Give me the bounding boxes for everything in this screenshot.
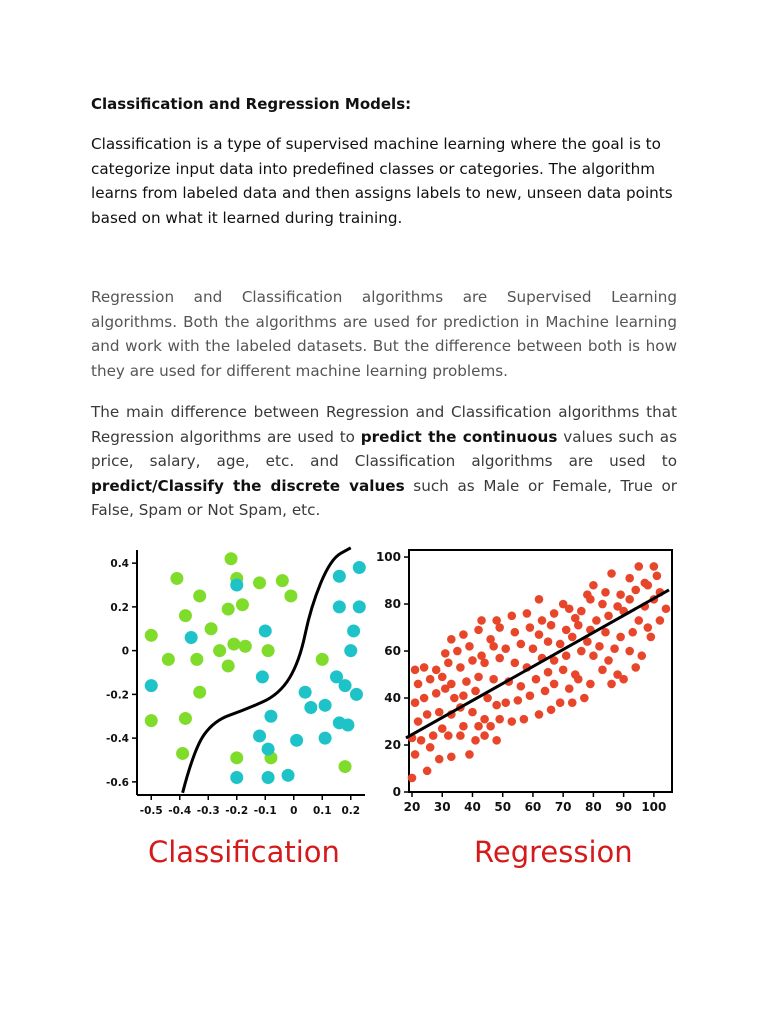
- data-point: [426, 675, 435, 684]
- data-point: [426, 743, 435, 752]
- data-point: [456, 731, 465, 740]
- data-point: [492, 616, 501, 625]
- data-point: [447, 680, 456, 689]
- data-point: [239, 640, 252, 653]
- data-point: [471, 736, 480, 745]
- data-point: [462, 677, 471, 686]
- data-point: [477, 651, 486, 660]
- data-point: [625, 574, 634, 583]
- data-point: [562, 651, 571, 660]
- data-point: [640, 579, 649, 588]
- data-point: [613, 602, 622, 611]
- data-point: [411, 698, 420, 707]
- data-point: [471, 687, 480, 696]
- data-point: [435, 708, 444, 717]
- data-point: [162, 653, 175, 666]
- data-point: [420, 663, 429, 672]
- data-point: [438, 724, 447, 733]
- data-point: [193, 686, 206, 699]
- data-point: [520, 715, 529, 724]
- data-point: [489, 675, 498, 684]
- data-point: [264, 710, 277, 723]
- data-point: [319, 699, 332, 712]
- data-point: [631, 663, 640, 672]
- data-point: [526, 623, 535, 632]
- data-point: [474, 626, 483, 635]
- x-tick-label: 70: [554, 800, 572, 814]
- data-point: [190, 653, 203, 666]
- data-point: [550, 680, 559, 689]
- paragraph-supervised-learning: Regression and Classification algorithms are Supervised Learning algorithms. Both the algorithms are used for prediction in Machine learning and work with the labeled datasets. But the difference between both is how they are used for different machine learning problems.: [91, 288, 677, 380]
- y-tick-label: 0: [392, 785, 401, 799]
- x-tick-label: -0.4: [168, 805, 192, 817]
- paragraph-text: such as Male or Female, True or False, Spam or Not Spam, etc.: [91, 476, 677, 519]
- data-point: [227, 638, 240, 651]
- data-point: [550, 609, 559, 618]
- data-point: [501, 698, 510, 707]
- x-tick-label: 40: [464, 800, 481, 814]
- data-point: [625, 647, 634, 656]
- x-tick-label: 50: [494, 800, 512, 814]
- y-tick-label: -0.2: [106, 689, 129, 702]
- data-point: [511, 658, 520, 667]
- data-point: [193, 589, 206, 602]
- data-point: [547, 621, 556, 630]
- data-point: [532, 675, 541, 684]
- data-point: [205, 622, 218, 635]
- x-tick-label: 60: [524, 800, 542, 814]
- data-point: [414, 717, 423, 726]
- data-point: [290, 734, 303, 747]
- data-point: [577, 647, 586, 656]
- y-tick-label: 100: [375, 550, 401, 565]
- data-point: [492, 736, 501, 745]
- data-point: [650, 562, 659, 571]
- paragraph-text: values such as price, salary, age, etc. and Classification algorithms are used to: [91, 427, 678, 470]
- data-point: [411, 666, 420, 675]
- data-point: [339, 679, 352, 692]
- data-point: [465, 750, 474, 759]
- data-point: [598, 666, 607, 675]
- data-point: [544, 668, 553, 677]
- data-point: [276, 574, 289, 587]
- data-point: [535, 710, 544, 719]
- data-point: [468, 656, 477, 665]
- data-point: [333, 600, 346, 613]
- data-point: [213, 644, 226, 657]
- data-point: [562, 626, 571, 635]
- data-point: [486, 722, 495, 731]
- y-tick-label: -0.4: [106, 733, 129, 746]
- data-point: [625, 595, 634, 604]
- data-point: [517, 682, 526, 691]
- data-point: [477, 616, 486, 625]
- data-point: [474, 722, 483, 731]
- x-tick-label: 0.2: [341, 805, 361, 817]
- data-point: [526, 691, 535, 700]
- data-point: [450, 694, 459, 703]
- bold-phrase-discrete: predict/Classify the discrete values: [91, 476, 405, 495]
- data-point: [453, 647, 462, 656]
- data-point: [541, 687, 550, 696]
- data-point: [616, 590, 625, 599]
- data-point: [339, 760, 352, 773]
- data-point: [644, 623, 653, 632]
- data-point: [577, 607, 586, 616]
- data-point: [616, 633, 625, 642]
- y-tick-label: 0.2: [110, 601, 129, 614]
- data-point: [145, 679, 158, 692]
- data-point: [456, 663, 465, 672]
- data-point: [529, 644, 538, 653]
- x-tick-label: 80: [585, 800, 602, 814]
- data-point: [432, 689, 441, 698]
- data-point: [604, 611, 613, 620]
- data-point: [598, 600, 607, 609]
- data-point: [662, 604, 671, 613]
- data-point: [459, 722, 468, 731]
- data-point: [236, 598, 249, 611]
- data-point: [459, 691, 468, 700]
- data-point: [595, 642, 604, 651]
- data-point: [441, 649, 450, 658]
- data-point: [435, 755, 444, 764]
- data-point: [465, 642, 474, 651]
- data-point: [176, 747, 189, 760]
- data-point: [653, 572, 662, 581]
- data-point: [145, 714, 158, 727]
- y-tick-label: -0.6: [106, 776, 129, 789]
- data-point: [495, 715, 504, 724]
- data-point: [634, 616, 643, 625]
- data-point: [179, 712, 192, 725]
- data-point: [607, 569, 616, 578]
- data-point: [432, 666, 441, 675]
- data-point: [262, 771, 275, 784]
- data-point: [586, 680, 595, 689]
- data-point: [170, 572, 183, 585]
- data-point: [474, 673, 483, 682]
- data-point: [423, 710, 432, 719]
- x-tick-label: -0.3: [196, 805, 220, 817]
- data-point: [444, 731, 453, 740]
- data-point: [444, 658, 453, 667]
- regression-chart: [375, 540, 680, 815]
- data-point: [414, 680, 423, 689]
- data-point: [353, 561, 366, 574]
- data-point: [408, 774, 417, 783]
- data-point: [411, 750, 420, 759]
- data-point: [556, 698, 565, 707]
- data-point: [429, 731, 438, 740]
- data-point: [601, 628, 610, 637]
- data-point: [253, 729, 266, 742]
- data-point: [568, 633, 577, 642]
- data-point: [547, 705, 556, 714]
- data-point: [610, 644, 619, 653]
- paragraph-text: The main difference between Regression and Classification algorithms that Regression algorithms are used to: [91, 403, 677, 446]
- x-tick-label: -0.2: [225, 805, 249, 817]
- data-point: [535, 630, 544, 639]
- paragraph-classification-definition: Classification is a type of supervised machine learning where the goal is to categorize input data into predefined classes or categories. The algorithm learns from labeled data and then assigns labels to new, unseen data points based on what it learned during training.: [91, 135, 673, 227]
- section-heading: Classification and Regression Models:: [91, 95, 412, 113]
- data-point: [333, 570, 346, 583]
- data-point: [559, 666, 568, 675]
- data-point: [185, 631, 198, 644]
- bold-phrase-continuous: predict the continuous: [360, 427, 558, 446]
- data-point: [511, 628, 520, 637]
- x-tick-label: 0: [290, 805, 298, 817]
- data-point: [486, 635, 495, 644]
- data-point: [571, 614, 580, 623]
- data-point: [319, 732, 332, 745]
- y-tick-label: 0.4: [110, 558, 129, 571]
- data-point: [459, 630, 468, 639]
- data-point: [583, 590, 592, 599]
- data-point: [647, 633, 656, 642]
- data-point: [634, 562, 643, 571]
- data-point: [628, 628, 637, 637]
- data-point: [447, 635, 456, 644]
- x-tick-label: 30: [433, 800, 451, 814]
- data-point: [304, 701, 317, 714]
- y-tick-label: 80: [384, 597, 401, 612]
- data-point: [347, 624, 360, 637]
- data-point: [637, 651, 646, 660]
- data-point: [589, 581, 598, 590]
- data-point: [538, 616, 547, 625]
- data-point: [492, 701, 501, 710]
- regression-chart-title: Regression: [474, 835, 633, 869]
- data-point: [604, 656, 613, 665]
- data-point: [222, 603, 235, 616]
- data-point: [230, 771, 243, 784]
- data-point: [568, 698, 577, 707]
- data-point: [468, 708, 477, 717]
- data-point: [589, 651, 598, 660]
- paragraph-main-difference: [91, 400, 677, 523]
- data-point: [523, 609, 532, 618]
- data-point: [256, 670, 269, 683]
- data-point: [417, 736, 426, 745]
- data-point: [559, 600, 568, 609]
- data-point: [353, 600, 366, 613]
- data-point: [341, 719, 354, 732]
- data-point: [145, 629, 158, 642]
- data-point: [535, 595, 544, 604]
- data-point: [631, 586, 640, 595]
- data-point: [420, 694, 429, 703]
- data-point: [262, 743, 275, 756]
- data-point: [613, 670, 622, 679]
- data-point: [230, 751, 243, 764]
- data-point: [571, 670, 580, 679]
- data-point: [344, 644, 357, 657]
- data-point: [225, 552, 238, 565]
- x-tick-label: 90: [615, 800, 632, 814]
- data-point: [423, 767, 432, 776]
- data-point: [565, 684, 574, 693]
- data-point: [517, 640, 526, 649]
- classification-chart-title: Classification: [148, 835, 340, 869]
- data-point: [438, 673, 447, 682]
- data-point: [507, 717, 516, 726]
- x-tick-label: 0.1: [312, 805, 332, 817]
- data-point: [501, 644, 510, 653]
- y-tick-label: 60: [384, 644, 401, 659]
- data-point: [316, 653, 329, 666]
- data-point: [556, 640, 565, 649]
- data-point: [480, 715, 489, 724]
- data-point: [607, 680, 616, 689]
- y-tick-label: 20: [384, 738, 401, 753]
- classification-chart: [95, 540, 375, 815]
- data-point: [282, 769, 295, 782]
- data-point: [544, 637, 553, 646]
- data-point: [262, 644, 275, 657]
- y-tick-label: 0: [121, 645, 129, 658]
- x-tick-label: -0.5: [139, 805, 163, 817]
- data-point: [222, 659, 235, 672]
- data-point: [259, 624, 272, 637]
- data-point: [507, 611, 516, 620]
- data-point: [253, 576, 266, 589]
- data-point: [580, 694, 589, 703]
- data-point: [230, 579, 243, 592]
- data-point: [480, 731, 489, 740]
- data-point: [592, 616, 601, 625]
- data-point: [601, 588, 610, 597]
- data-point: [299, 686, 312, 699]
- x-tick-label: 100: [641, 800, 667, 814]
- data-point: [447, 752, 456, 761]
- data-point: [656, 616, 665, 625]
- data-point: [514, 696, 523, 705]
- x-tick-label: 20: [403, 800, 421, 814]
- data-point: [179, 609, 192, 622]
- x-tick-label: -0.1: [253, 805, 277, 817]
- data-point: [350, 688, 363, 701]
- y-tick-label: 40: [384, 691, 401, 706]
- data-point: [284, 589, 297, 602]
- data-point: [495, 654, 504, 663]
